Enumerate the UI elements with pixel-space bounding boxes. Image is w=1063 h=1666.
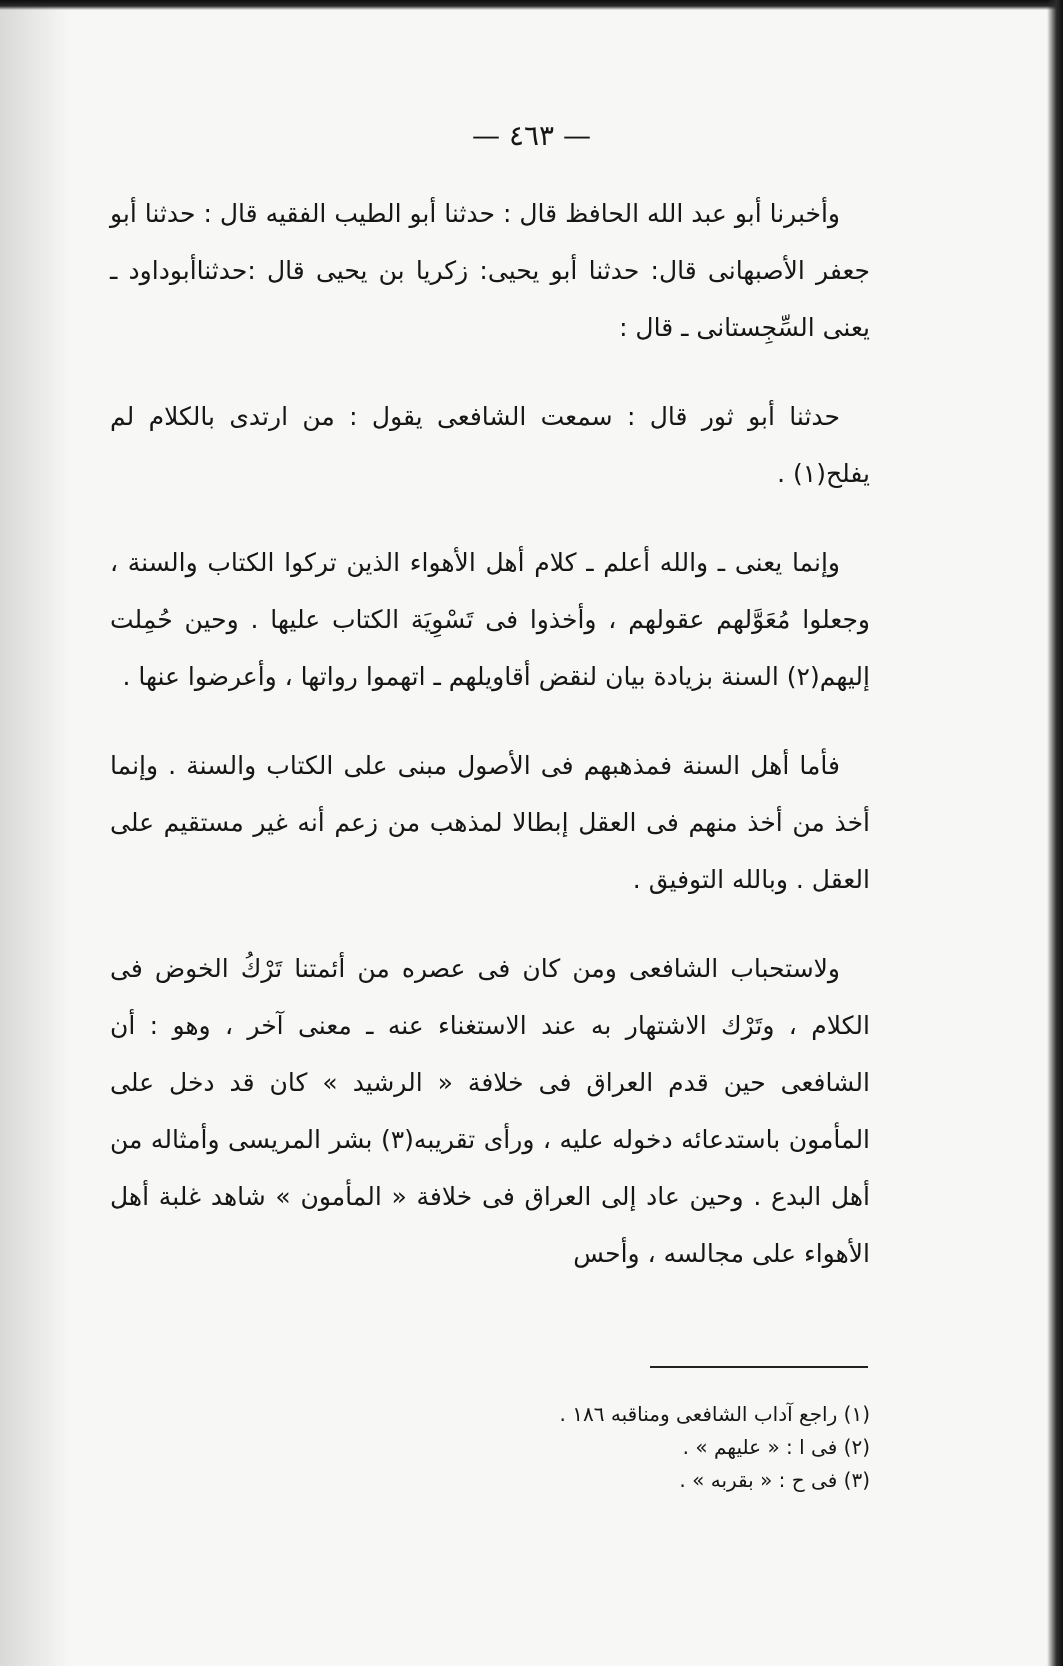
footnote-divider	[650, 1366, 868, 1368]
page-number: — ٤٦٣ —	[472, 119, 591, 152]
scan-edge-right	[1047, 0, 1063, 1666]
footnote-2: (٢) فى ا : « عليهم » .	[682, 1435, 870, 1459]
main-text	[110, 185, 870, 1314]
footnote-1: (١) راجع آداب الشافعى ومناقبه ١٨٦ .	[559, 1402, 870, 1426]
scan-edge-top	[0, 0, 1063, 10]
paragraph-2: حدثنا أبو ثور قال : سمعت الشافعى يقول : من ارتدى بالكلام لم يفلح(١) .	[110, 402, 870, 488]
footnotes	[470, 1398, 870, 1497]
footnote-3: (٣) فى ح : « بقربه » .	[679, 1468, 870, 1492]
paragraph-1: وأخبرنا أبو عبد الله الحافظ قال : حدثنا أبو الطيب الفقيه قال : حدثنا أبو جعفر الأصبهانى قال: حدثنا أبو يحيى: زكريا بن يحيى قال :حدثناأبوداود ـ يعنى السِّجِستانى ـ قال :	[110, 199, 870, 342]
page-shadow	[0, 0, 70, 1666]
paragraph-5: ولاستحباب الشافعى ومن كان فى عصره من أئمتنا تَرْكُ الخوض فى الكلام ، وتَرْك الاشتهار به عند الاستغناء عنه ـ معنى آخر ، وهو : أن الشافعى حين قدم العراق فى خلافة « الرشيد » كان قد دخل على المأمون باستدعائه دخوله عليه ، ورأى تقريبه(٣) بشر المريسى وأمثاله من أهل البدع . وحين عاد إلى العراق فى خلافة « المأمون » شاهد غلبة أهل الأهواء على مجالسه ، وأحس	[110, 954, 871, 1268]
paragraph-4: فأما أهل السنة فمذهبهم فى الأصول مبنى على الكتاب والسنة . وإنما أخذ من أخذ منهم فى العقل إبطالا لمذهب من زعم أنه غير مستقيم على العقل . وبالله التوفيق .	[110, 751, 870, 894]
paragraph-3: وإنما يعنى ـ والله أعلم ـ كلام أهل الأهواء الذين تركوا الكتاب والسنة ، وجعلوا مُعَوَّلهم عقولهم ، وأخذوا فى تَسْوِيَة الكتاب عليها . وحين حُمِلت إليهم(٢) السنة بزيادة بيان لنقض أقاويلهم ـ اتهموا رواتها ، وأعرضوا عنها .	[110, 548, 870, 691]
